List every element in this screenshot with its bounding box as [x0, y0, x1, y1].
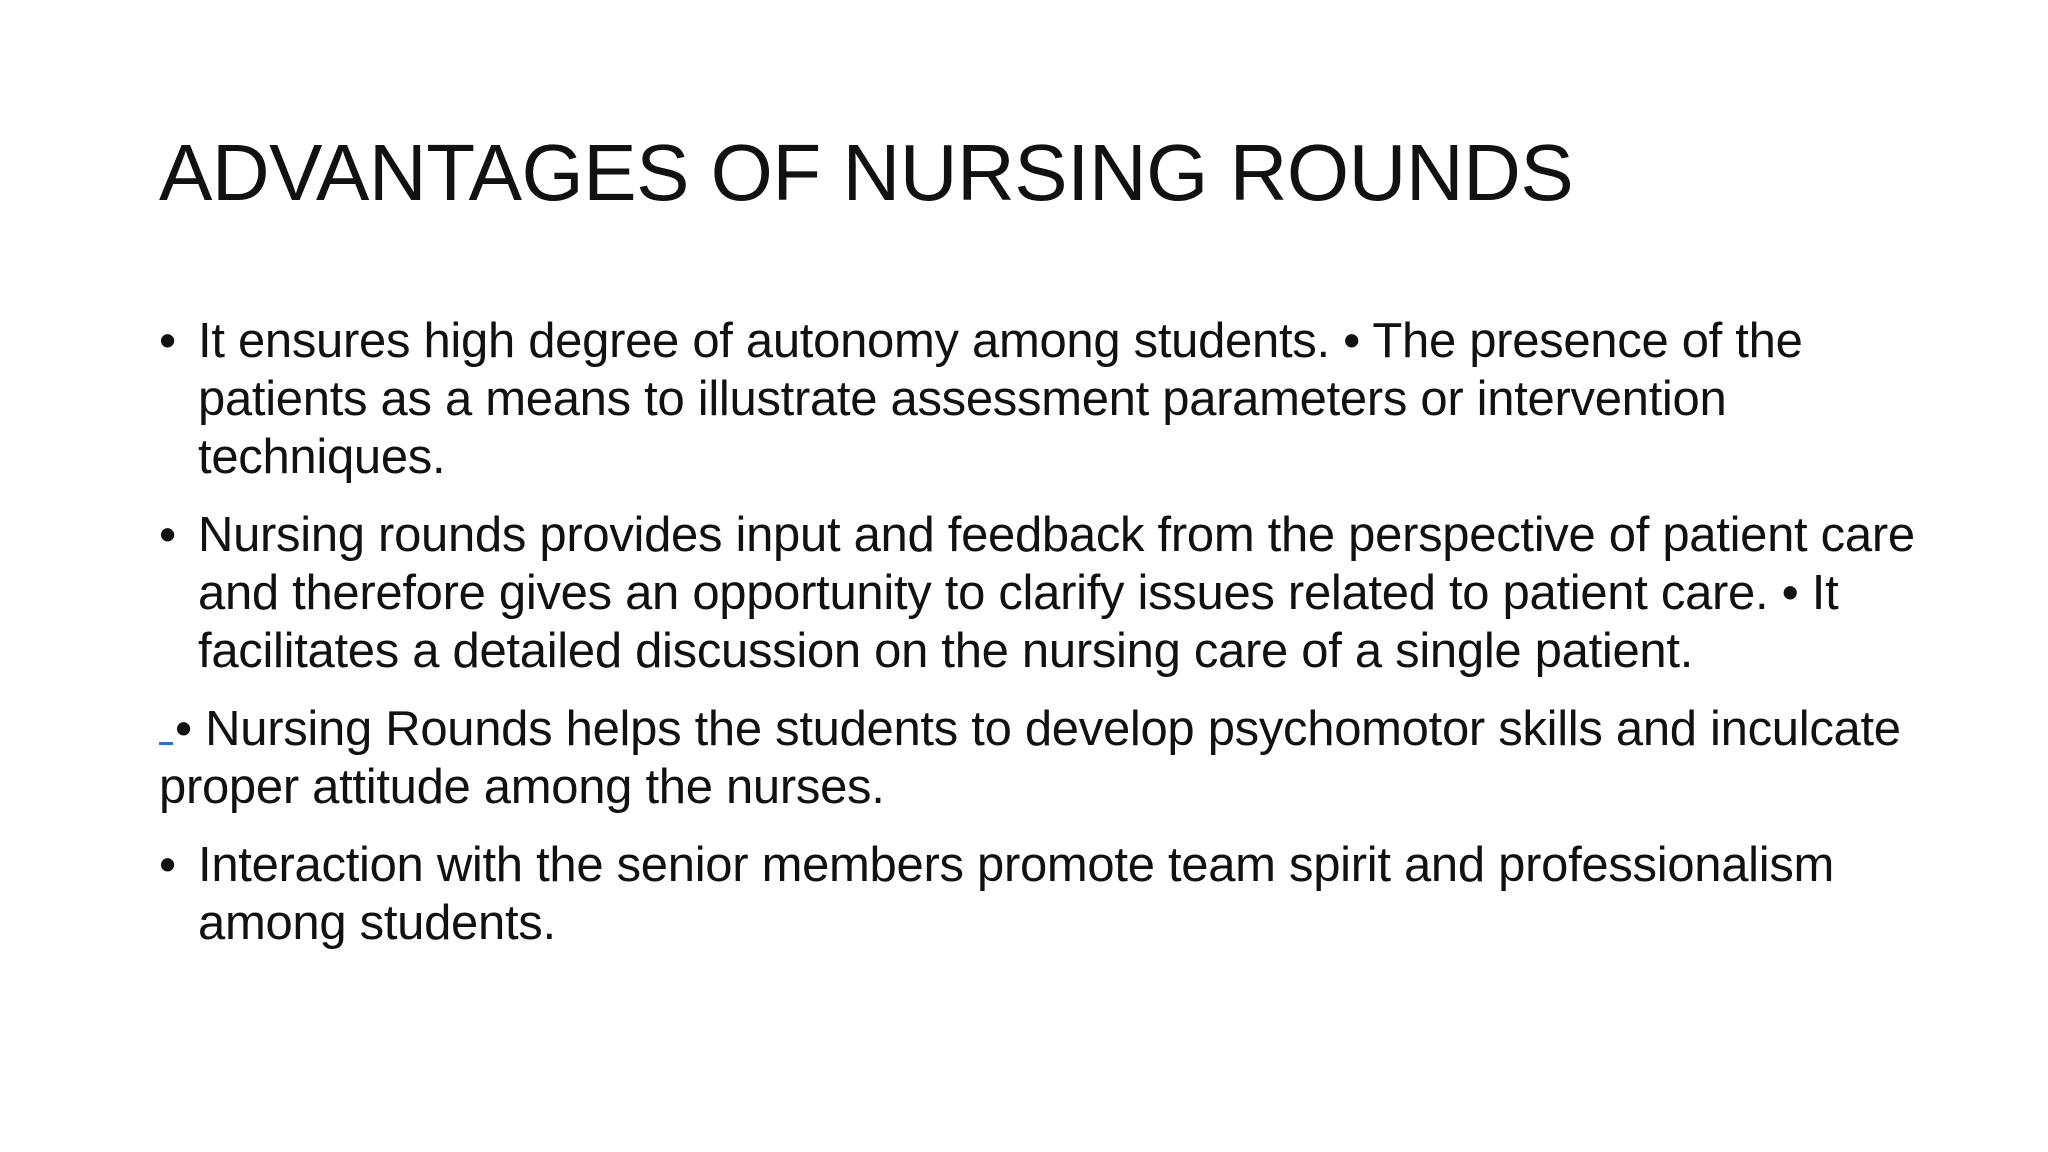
bullet-list: [159, 312, 1939, 972]
bullet-item-teamwork: [159, 836, 1939, 952]
bullet-text: It ensures high degree of autonomy among students. • The presence of the patients as a means to illustrate assessment parameters or intervention techniques.: [198, 314, 1803, 484]
bullet-item-autonomy: [159, 312, 1939, 486]
bullet-item-psychomotor: [159, 700, 1939, 816]
bullet-icon: •: [159, 508, 176, 562]
bullet-text: • Nursing Rounds helps the students to develop psychomotor skills and inculcate proper attitude among the nurses.: [159, 702, 1901, 814]
slide-title: ADVANTAGES OF NURSING ROUNDS: [159, 128, 1574, 217]
bullet-icon: •: [159, 314, 176, 368]
bullet-icon: •: [159, 838, 176, 892]
text-cursor-marker-icon: [159, 700, 173, 745]
bullet-text: Nursing rounds provides input and feedback from the perspective of patient care and therefore gives an opportunity to clarify issues related to patient care. • It facilitates a detailed discussion on the nursing care of a single patient.: [198, 508, 1915, 678]
bullet-text: Interaction with the senior members promote team spirit and professionalism among students.: [198, 838, 1835, 950]
bullet-item-feedback: [159, 506, 1939, 680]
